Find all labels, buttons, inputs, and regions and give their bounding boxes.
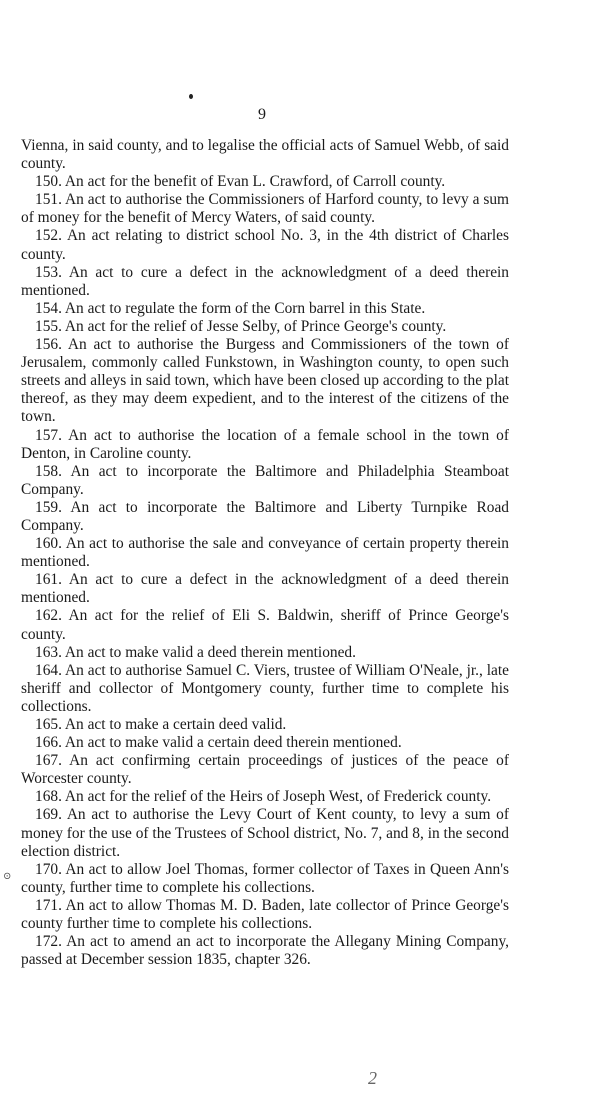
- act-162: 162. An act for the relief of Eli S. Baldwin, sheriff of Prince George's county.: [21, 607, 509, 643]
- act-150: 150. An act for the benefit of Evan L. Crawford, of Carroll county.: [35, 173, 446, 191]
- act-158: 158. An act to incorporate the Baltimore and Philadelphia Steamboat Company.: [21, 462, 509, 498]
- act-167: 167. An act confirming certain proceedings of justices of the peace of Worcester county.: [21, 752, 509, 788]
- margin-mark: ⊙: [3, 871, 12, 882]
- act-151: 151. An act to authorise the Commissioners of Harford county, to levy a sum of money for the benefit of Mercy Waters, of said county.: [21, 191, 509, 227]
- act-continuation: Vienna, in said county, and to legalise the official acts of Samuel Webb, of said county.: [21, 137, 509, 173]
- act-160: 160. An act to authorise the sale and conveyance of certain property therein mentioned.: [21, 535, 509, 571]
- act-152: 152. An act relating to district school No. 3, in the 4th district of Charles county.: [21, 227, 509, 263]
- act-169: 169. An act to authorise the Levy Court of Kent county, to levy a sum of money for the use of the Trustees of School district, No. 7, and 8, in the second election district.: [21, 806, 509, 860]
- page-number: 9: [258, 106, 266, 123]
- act-172: 172. An act to amend an act to incorporate the Allegany Mining Company, passed at December session 1835, chapter 326.: [21, 933, 509, 969]
- act-157: 157. An act to authorise the location of a female school in the town of Denton, in Caroline county.: [21, 426, 509, 462]
- act-171: 171. An act to allow Thomas M. D. Baden, late collector of Prince George's county further time to complete his collections.: [21, 896, 509, 933]
- act-154: 154. An act to regulate the form of the Corn barrel in this State.: [35, 299, 426, 317]
- act-155: 155. An act for the relief of Jesse Selby, of Prince George's county.: [35, 317, 447, 335]
- act-165: 165. An act to make a certain deed valid.: [35, 716, 287, 733]
- act-166: 166. An act to make valid a certain deed therein mentioned.: [35, 734, 402, 752]
- acts-list: [21, 137, 509, 969]
- act-156: 156. An act to authorise the Burgess and Commissioners of the town of Jerusalem, commonly called Funkstown, in Washington county, to open such streets and alleys in said town, which have been closed up according to the plat thereof, as they may deem expedient, and to the interest of the citizens of the town.: [21, 336, 509, 426]
- act-163: 163. An act to make valid a deed therein mentioned.: [35, 643, 356, 661]
- act-170: 170. An act to allow Joel Thomas, former collector of Taxes in Queen Ann's county, further time to complete his collections.: [21, 860, 509, 896]
- act-161: 161. An act to cure a defect in the acknowledgment of a deed therein mentioned.: [21, 571, 509, 607]
- act-159: 159. An act to incorporate the Baltimore and Liberty Turnpike Road Company.: [21, 498, 509, 534]
- act-168: 168. An act for the relief of the Heirs of Joseph West, of Frederick county.: [35, 788, 492, 806]
- act-153: 153. An act to cure a defect in the acknowledgment of a deed therein mentioned.: [21, 263, 509, 299]
- pencil-scribble: 2: [368, 1068, 377, 1088]
- act-164: 164. An act to authorise Samuel C. Viers, trustee of William O'Neale, jr., late sheriff and collector of Montgomery county, further time to complete his collections.: [21, 661, 509, 715]
- ink-dot: [189, 94, 193, 99]
